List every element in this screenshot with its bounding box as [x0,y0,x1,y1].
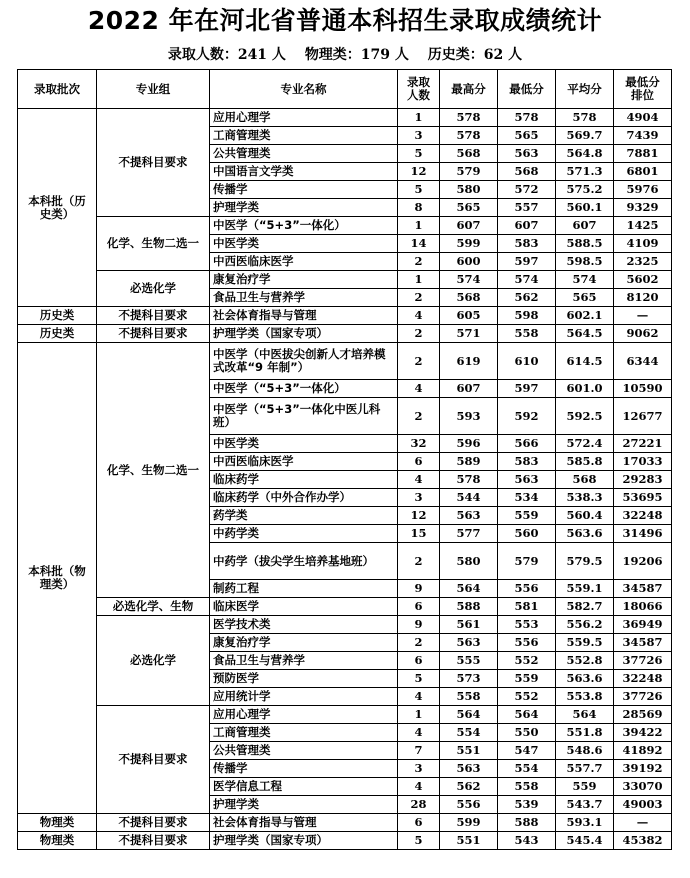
major-cell: 应用统计学 [210,688,398,706]
major-cell: 应用心理学 [210,109,398,127]
max-cell: 555 [440,652,498,670]
max-cell: 551 [440,832,498,850]
avg-cell: 556.2 [556,616,614,634]
min-cell: 566 [498,435,556,453]
count-cell: 1 [398,217,440,235]
avg-cell: 559 [556,778,614,796]
avg-cell: 582.7 [556,598,614,616]
max-cell: 563 [440,760,498,778]
min-cell: 581 [498,598,556,616]
table-row [18,217,672,235]
count-cell: 5 [398,670,440,688]
rank-cell: 4904 [614,109,672,127]
major-cell: 医学信息工程 [210,778,398,796]
avg-cell: 565 [556,289,614,307]
max-cell: 563 [440,507,498,525]
table-row [18,325,672,343]
rank-cell: 37726 [614,688,672,706]
max-cell: 563 [440,634,498,652]
rank-cell: 9329 [614,199,672,217]
min-cell: 583 [498,235,556,253]
rank-cell: 12677 [614,398,672,435]
header-max: 最高分 [440,70,498,109]
min-cell: 574 [498,271,556,289]
summary-physics: 物理类：179 人 [304,47,409,63]
major-cell: 社会体育指导与管理 [210,814,398,832]
count-cell: 32 [398,435,440,453]
rank-cell: 2325 [614,253,672,271]
rank-cell: 36949 [614,616,672,634]
min-cell: 578 [498,109,556,127]
avg-cell: 551.8 [556,724,614,742]
batch-cell: 物理类 [18,814,97,832]
max-cell: 593 [440,398,498,435]
min-cell: 558 [498,778,556,796]
min-cell: 579 [498,543,556,580]
max-cell: 578 [440,471,498,489]
major-cell: 康复治疗学 [210,634,398,652]
max-cell: 607 [440,217,498,235]
rank-cell: 6801 [614,163,672,181]
count-cell: 28 [398,796,440,814]
rank-cell: 10590 [614,380,672,398]
min-cell: 564 [498,706,556,724]
major-cell: 传播学 [210,181,398,199]
rank-cell: 18066 [614,598,672,616]
major-cell: 中医学类 [210,235,398,253]
min-cell: 558 [498,325,556,343]
max-cell: 600 [440,253,498,271]
batch-cell: 本科批（历史类） [18,109,97,307]
major-cell: 食品卫生与营养学 [210,289,398,307]
avg-cell: 572.4 [556,435,614,453]
major-cell: 中医学（“5+3”一体化） [210,217,398,235]
min-cell: 556 [498,580,556,598]
table-row [18,616,672,634]
rank-cell: 34587 [614,580,672,598]
count-cell: 2 [398,543,440,580]
count-cell: 5 [398,145,440,163]
avg-cell: 575.2 [556,181,614,199]
header-rank: 最低分排位 [614,70,672,109]
min-cell: 597 [498,380,556,398]
header-avg: 平均分 [556,70,614,109]
batch-cell: 历史类 [18,307,97,325]
rank-cell: 27221 [614,435,672,453]
max-cell: 565 [440,199,498,217]
group-cell: 不提科目要求 [97,109,210,217]
count-cell: 2 [398,325,440,343]
major-cell: 临床医学 [210,598,398,616]
max-cell: 564 [440,580,498,598]
rank-cell: 19206 [614,543,672,580]
avg-cell: 559.1 [556,580,614,598]
group-cell: 不提科目要求 [97,307,210,325]
avg-cell: 592.5 [556,398,614,435]
avg-cell: 579.5 [556,543,614,580]
max-cell: 580 [440,181,498,199]
max-cell: 589 [440,453,498,471]
group-cell: 不提科目要求 [97,814,210,832]
min-cell: 547 [498,742,556,760]
count-cell: 5 [398,181,440,199]
count-cell: 4 [398,688,440,706]
min-cell: 563 [498,471,556,489]
count-cell: 7 [398,742,440,760]
table-row [18,343,672,380]
count-cell: 6 [398,652,440,670]
min-cell: 559 [498,670,556,688]
table-row [18,271,672,289]
avg-cell: 553.8 [556,688,614,706]
max-cell: 588 [440,598,498,616]
avg-cell: 614.5 [556,343,614,380]
major-cell: 食品卫生与营养学 [210,652,398,670]
table-row [18,109,672,127]
min-cell: 597 [498,253,556,271]
max-cell: 574 [440,271,498,289]
rank-cell: 29283 [614,471,672,489]
major-cell: 工商管理类 [210,127,398,145]
rank-cell: 8120 [614,289,672,307]
group-cell: 不提科目要求 [97,706,210,814]
summary-total: 录取人数：241 人 [167,47,286,63]
rank-cell: 32248 [614,670,672,688]
count-cell: 4 [398,724,440,742]
rank-cell: 1425 [614,217,672,235]
rank-cell: 41892 [614,742,672,760]
rank-cell: 37726 [614,652,672,670]
min-cell: 552 [498,688,556,706]
rank-cell: 9062 [614,325,672,343]
min-cell: 562 [498,289,556,307]
count-cell: 6 [398,598,440,616]
major-cell: 临床药学（中外合作办学） [210,489,398,507]
rank-cell: — [614,814,672,832]
max-cell: 544 [440,489,498,507]
max-cell: 554 [440,724,498,742]
group-cell: 必选化学 [97,271,210,307]
batch-cell: 物理类 [18,832,97,850]
avg-cell: 601.0 [556,380,614,398]
min-cell: 588 [498,814,556,832]
avg-cell: 569.7 [556,127,614,145]
rank-cell: 17033 [614,453,672,471]
major-cell: 中医学（中医拔尖创新人才培养模式改革“9 年制”） [210,343,398,380]
count-cell: 9 [398,580,440,598]
rank-cell: 31496 [614,525,672,543]
max-cell: 599 [440,814,498,832]
max-cell: 578 [440,127,498,145]
avg-cell: 602.1 [556,307,614,325]
count-cell: 1 [398,109,440,127]
count-cell: 4 [398,778,440,796]
min-cell: 556 [498,634,556,652]
group-cell: 化学、生物二选一 [97,217,210,271]
major-cell: 临床药学 [210,471,398,489]
count-cell: 2 [398,253,440,271]
min-cell: 563 [498,145,556,163]
summary-history: 历史类：62 人 [427,47,523,63]
rank-cell: 53695 [614,489,672,507]
count-cell: 14 [398,235,440,253]
avg-cell: 564.8 [556,145,614,163]
header-batch: 录取批次 [18,70,97,109]
rank-cell: 5976 [614,181,672,199]
major-cell: 医学技术类 [210,616,398,634]
count-cell: 12 [398,163,440,181]
max-cell: 571 [440,325,498,343]
min-cell: 572 [498,181,556,199]
rank-cell: 4109 [614,235,672,253]
major-cell: 应用心理学 [210,706,398,724]
avg-cell: 571.3 [556,163,614,181]
min-cell: 557 [498,199,556,217]
count-cell: 6 [398,453,440,471]
avg-cell: 564.5 [556,325,614,343]
group-cell: 不提科目要求 [97,832,210,850]
rank-cell: — [614,307,672,325]
count-cell: 2 [398,398,440,435]
avg-cell: 568 [556,471,614,489]
min-cell: 554 [498,760,556,778]
count-cell: 3 [398,760,440,778]
major-cell: 工商管理类 [210,724,398,742]
avg-cell: 548.6 [556,742,614,760]
max-cell: 562 [440,778,498,796]
major-cell: 护理学类 [210,796,398,814]
min-cell: 610 [498,343,556,380]
table-row [18,814,672,832]
count-cell: 1 [398,706,440,724]
rank-cell: 6344 [614,343,672,380]
avg-cell: 538.3 [556,489,614,507]
min-cell: 592 [498,398,556,435]
avg-cell: 560.4 [556,507,614,525]
max-cell: 579 [440,163,498,181]
major-cell: 中药学（拔尖学生培养基地班） [210,543,398,580]
min-cell: 559 [498,507,556,525]
min-cell: 560 [498,525,556,543]
rank-cell: 34587 [614,634,672,652]
max-cell: 568 [440,289,498,307]
header-group: 专业组 [97,70,210,109]
avg-cell: 552.8 [556,652,614,670]
max-cell: 568 [440,145,498,163]
count-cell: 9 [398,616,440,634]
max-cell: 580 [440,543,498,580]
major-cell: 药学类 [210,507,398,525]
count-cell: 6 [398,814,440,832]
avg-cell: 545.4 [556,832,614,850]
count-cell: 1 [398,271,440,289]
min-cell: 598 [498,307,556,325]
avg-cell: 559.5 [556,634,614,652]
header-count: 录取人数 [398,70,440,109]
avg-cell: 585.8 [556,453,614,471]
major-cell: 传播学 [210,760,398,778]
group-cell: 必选化学 [97,616,210,706]
major-cell: 预防医学 [210,670,398,688]
min-cell: 568 [498,163,556,181]
major-cell: 中西医临床医学 [210,253,398,271]
min-cell: 607 [498,217,556,235]
rank-cell: 49003 [614,796,672,814]
max-cell: 596 [440,435,498,453]
count-cell: 8 [398,199,440,217]
count-cell: 5 [398,832,440,850]
max-cell: 619 [440,343,498,380]
min-cell: 565 [498,127,556,145]
major-cell: 中药学类 [210,525,398,543]
max-cell: 607 [440,380,498,398]
header-min: 最低分 [498,70,556,109]
table-row [18,598,672,616]
avg-cell: 563.6 [556,525,614,543]
min-cell: 534 [498,489,556,507]
max-cell: 599 [440,235,498,253]
max-cell: 551 [440,742,498,760]
table-body [18,109,672,850]
group-cell: 不提科目要求 [97,325,210,343]
major-cell: 制药工程 [210,580,398,598]
count-cell: 12 [398,507,440,525]
max-cell: 564 [440,706,498,724]
max-cell: 578 [440,109,498,127]
min-cell: 583 [498,453,556,471]
table-row [18,706,672,724]
count-cell: 4 [398,380,440,398]
rank-cell: 7439 [614,127,672,145]
max-cell: 573 [440,670,498,688]
count-cell: 3 [398,489,440,507]
min-cell: 553 [498,616,556,634]
avg-cell: 607 [556,217,614,235]
major-cell: 护理学类 [210,199,398,217]
count-cell: 4 [398,471,440,489]
admission-table [17,69,672,850]
rank-cell: 33070 [614,778,672,796]
group-cell: 必选化学、生物 [97,598,210,616]
summary-line [0,44,690,66]
max-cell: 558 [440,688,498,706]
major-cell: 康复治疗学 [210,271,398,289]
major-cell: 中医学（“5+3”一体化） [210,380,398,398]
min-cell: 543 [498,832,556,850]
count-cell: 15 [398,525,440,543]
major-cell: 公共管理类 [210,145,398,163]
header-major: 专业名称 [210,70,398,109]
max-cell: 561 [440,616,498,634]
rank-cell: 39422 [614,724,672,742]
count-cell: 3 [398,127,440,145]
count-cell: 2 [398,343,440,380]
table-header-row [18,70,672,109]
rank-cell: 32248 [614,507,672,525]
batch-cell: 历史类 [18,325,97,343]
table-row [18,832,672,850]
count-cell: 2 [398,634,440,652]
avg-cell: 543.7 [556,796,614,814]
table-row [18,307,672,325]
avg-cell: 588.5 [556,235,614,253]
min-cell: 550 [498,724,556,742]
avg-cell: 593.1 [556,814,614,832]
major-cell: 护理学类（国家专项） [210,325,398,343]
rank-cell: 28569 [614,706,672,724]
rank-cell: 45382 [614,832,672,850]
major-cell: 中医学类 [210,435,398,453]
page-title: 2022 年在河北省普通本科招生录取成绩统计 [87,6,603,35]
rank-cell: 5602 [614,271,672,289]
major-cell: 护理学类（国家专项） [210,832,398,850]
count-cell: 4 [398,307,440,325]
rank-cell: 7881 [614,145,672,163]
major-cell: 社会体育指导与管理 [210,307,398,325]
max-cell: 556 [440,796,498,814]
avg-cell: 564 [556,706,614,724]
major-cell: 中西医临床医学 [210,453,398,471]
avg-cell: 574 [556,271,614,289]
count-cell: 2 [398,289,440,307]
batch-cell: 本科批（物理类） [18,343,97,814]
major-cell: 中医学（“5+3”一体化中医儿科班） [210,398,398,435]
major-cell: 公共管理类 [210,742,398,760]
max-cell: 605 [440,307,498,325]
rank-cell: 39192 [614,760,672,778]
avg-cell: 560.1 [556,199,614,217]
avg-cell: 578 [556,109,614,127]
major-cell: 中国语言文学类 [210,163,398,181]
min-cell: 552 [498,652,556,670]
group-cell: 化学、生物二选一 [97,343,210,598]
avg-cell: 598.5 [556,253,614,271]
avg-cell: 557.7 [556,760,614,778]
max-cell: 577 [440,525,498,543]
avg-cell: 563.6 [556,670,614,688]
min-cell: 539 [498,796,556,814]
